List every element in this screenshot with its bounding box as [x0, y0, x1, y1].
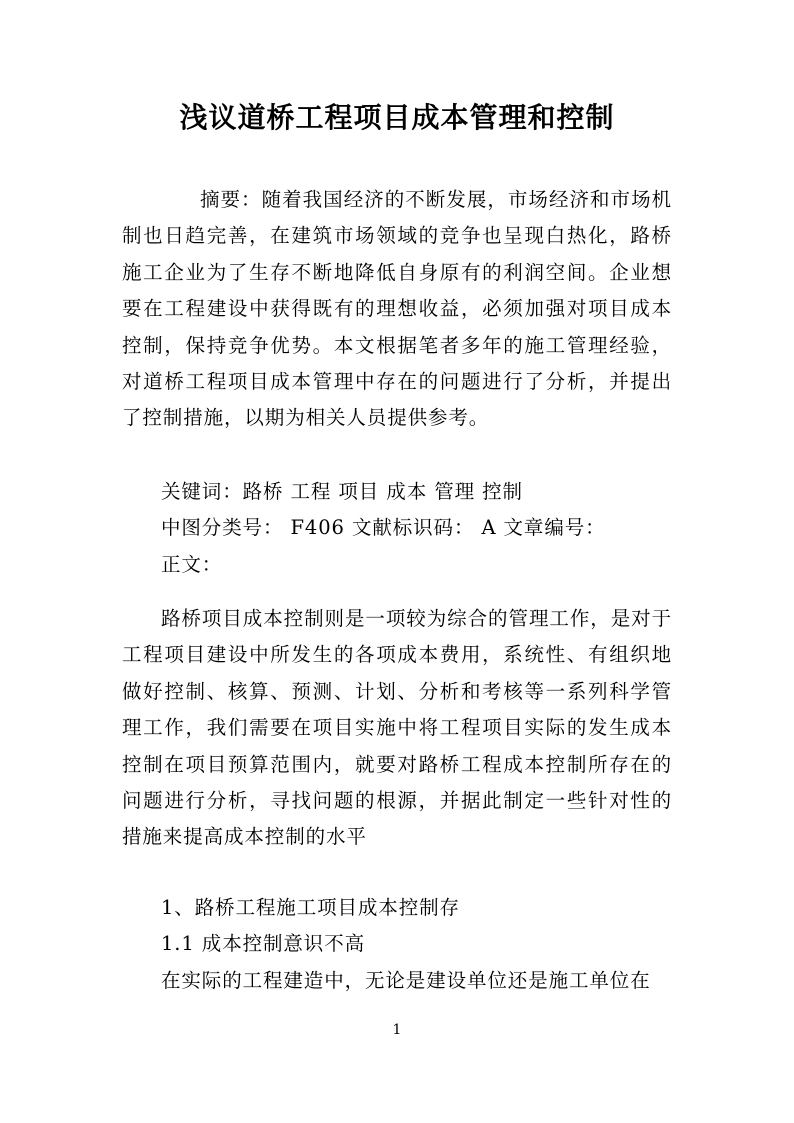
intro-paragraph: 路桥项目成本控制则是一项较为综合的管理工作，是对于工程项目建设中所发生的各项成本费用，系统性、有组织地做好控制、核算、预测、计划、分析和考核等一系列科学管理工作，我们需要在项目实施中将工程项目实际的发生成本控制在项目预算范围内，就要对路桥工程成本控制所存在的问题进行分析，寻找问题的根源，并据此制定一些针对性的措施来提高成本控制的水平	[122, 607, 672, 849]
section-1	[122, 890, 672, 999]
body-label: 正文：	[161, 552, 223, 576]
document-title: 浅议道桥工程项目成本管理和控制	[179, 101, 615, 134]
classification-line: 中图分类号： F406 文献标识码： A 文章编号：	[161, 516, 606, 540]
page-number: 1	[392, 1022, 402, 1038]
section-paragraph: 在实际的工程建造中，无论是建设单位还是施工单位在	[161, 968, 651, 992]
intro-section	[122, 601, 672, 856]
keywords-line: 关键词：路桥 工程 项目 成本 管理 控制	[161, 480, 523, 503]
subsection-heading: 1.1 成本控制意识不高	[161, 932, 366, 956]
metadata-section	[122, 474, 672, 583]
abstract-paragraph: 摘要：随着我国经济的不断发展，市场经济和市场机制也日趋完善，在建筑市场领域的竞争也呈现白热化，路桥施工企业为了生存不断地降低自身原有的利润空间。企业想要在工程建设中获得既有的理想收益，必须加强对项目成本控制，保持竞争优势。本文根据笔者多年的施工管理经验，对道桥工程项目成本管理中存在的问题进行了分析，并提出了控制措施，以期为相关人员提供参考。	[122, 188, 672, 430]
section-heading: 1、路桥工程施工项目成本控制存	[161, 896, 460, 919]
abstract-section	[122, 182, 672, 437]
